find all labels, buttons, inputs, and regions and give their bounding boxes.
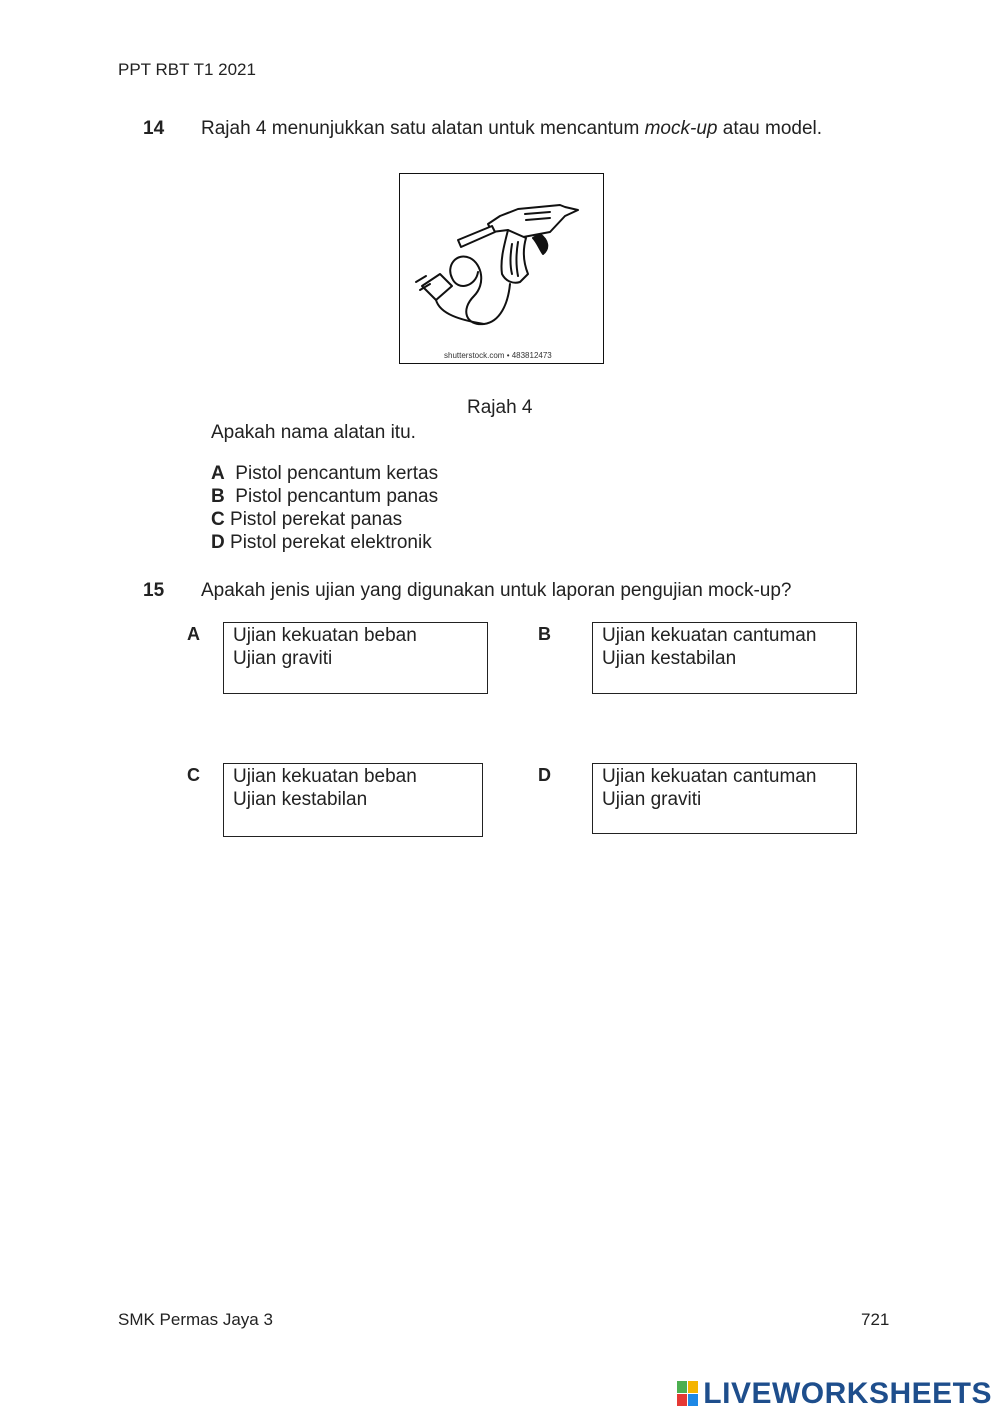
option-d-box[interactable] (592, 763, 857, 834)
liveworksheets-logo[interactable] (677, 1377, 992, 1411)
option-b-line1: Ujian kekuatan cantuman (602, 625, 817, 646)
question-14-text-italic: mock-up (644, 118, 718, 139)
option-c-line1: Ujian kekuatan beban (233, 766, 417, 787)
option-a-box[interactable] (223, 622, 488, 694)
option-d-letter: D (538, 765, 551, 785)
option-c-line2: Ujian kestabilan (233, 789, 368, 810)
option-d-line2: Ujian graviti (602, 789, 702, 810)
option-b-letter: B (538, 624, 551, 644)
glue-gun-figure (399, 173, 604, 364)
choice-text: Pistol perekat panas (230, 509, 403, 530)
option-c-letter: C (187, 765, 200, 785)
question-15-number: 15 (143, 580, 165, 601)
figure-caption: Rajah 4 (467, 397, 533, 418)
choice-text: Pistol perekat elektronik (230, 532, 432, 553)
liveworksheets-wordmark: LIVEWORKSHEETS (703, 1377, 992, 1410)
option-d-line1: Ujian kekuatan cantuman (602, 766, 817, 787)
footer-school: SMK Permas Jaya 3 (118, 1310, 273, 1329)
option-b-box[interactable] (592, 622, 857, 694)
choice-a[interactable] (211, 462, 438, 485)
choice-d[interactable] (211, 531, 432, 554)
question-14-number: 14 (143, 118, 165, 139)
question-14-text (201, 118, 822, 140)
option-a-line1: Ujian kekuatan beban (233, 625, 417, 646)
choice-letter: A (211, 463, 225, 484)
question-14-text-end: atau model. (717, 118, 823, 139)
glue-gun-image (400, 174, 602, 362)
option-b-line2: Ujian kestabilan (602, 648, 737, 669)
choice-letter: D (211, 532, 225, 553)
choice-letter: B (211, 486, 225, 507)
footer-page-number: 721 (861, 1310, 890, 1329)
choice-b[interactable] (211, 485, 438, 508)
choice-text: Pistol pencantum kertas (235, 463, 439, 484)
question-14-prompt: Apakah nama alatan itu. (211, 422, 416, 443)
liveworksheets-icon (677, 1381, 699, 1407)
question-14-text-start: Rajah 4 menunjukkan satu alatan untuk mencantum (201, 118, 645, 139)
option-a-line2: Ujian graviti (233, 648, 333, 669)
option-c-box[interactable] (223, 763, 483, 837)
question-15-text: Apakah jenis ujian yang digunakan untuk laporan pengujian mock-up? (201, 580, 792, 601)
choice-text: Pistol pencantum panas (235, 486, 439, 507)
figure-watermark: shutterstock.com • 483812473 (444, 351, 552, 360)
choice-letter: C (211, 509, 225, 530)
choice-c[interactable] (211, 508, 402, 531)
page-header: PPT RBT T1 2021 (118, 60, 256, 79)
option-a-letter: A (187, 624, 200, 644)
